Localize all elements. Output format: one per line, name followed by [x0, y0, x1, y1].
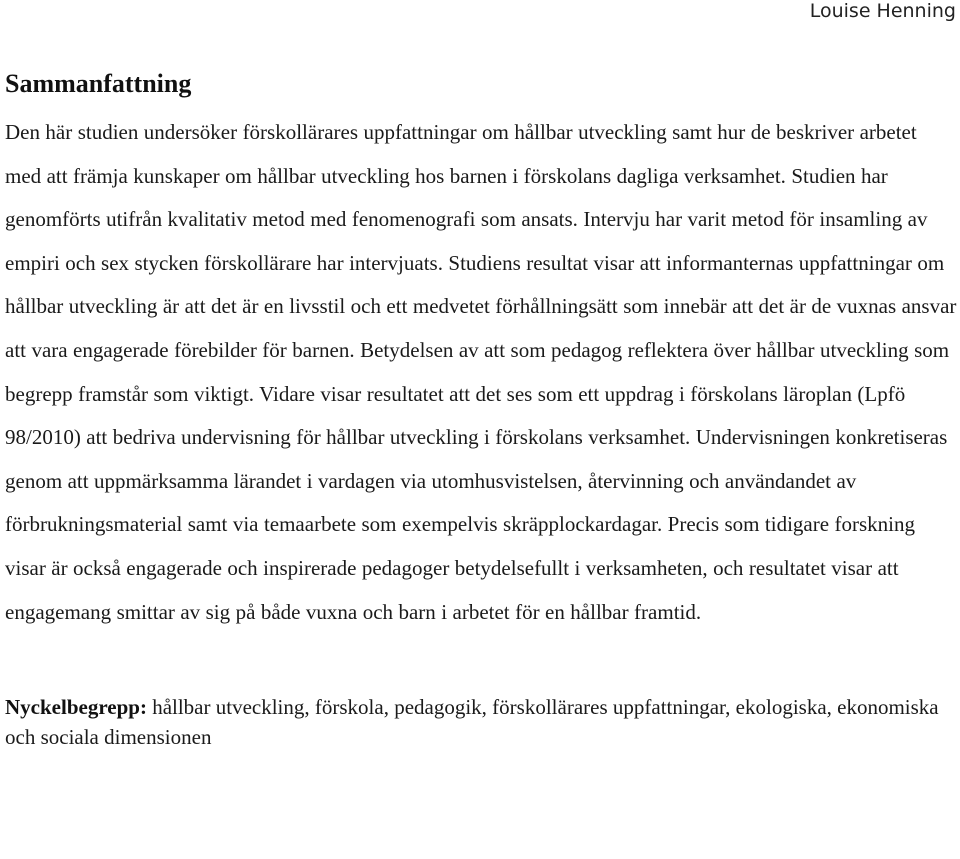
keywords-paragraph [5, 692, 957, 752]
page-header-author: Louise Henning [809, 0, 956, 22]
section-title: Sammanfattning [5, 69, 192, 98]
keywords-label: Nyckelbegrepp: [5, 695, 147, 720]
keywords-text: hållbar utveckling, förskola, pedagogik, förskollärares uppfattningar, ekologiska, ekonomiska och sociala dimensionen [5, 695, 939, 750]
document-body [5, 68, 957, 752]
abstract-paragraph: Den här studien undersöker förskollärares uppfattningar om hållbar utveckling samt hur de beskriver arbetet med att främja kunskaper om hållbar utveckling hos barnen i förskolans dagliga verksamhet. Studien har genomförts utifrån kvalitativ metod med fenomenografi som ansats. Intervju har varit metod för insamling av empiri och sex stycken förskollärare har intervjuats. Studiens resultat visar att informanternas uppfattningar om hållbar utveckling är att det är en livsstil och ett medvetet förhållningsätt som innebär att det är de vuxnas ansvar att vara engagerade förebilder för barnen. Betydelsen av att som pedagog reflektera över hållbar utveckling som begrepp framstår som viktigt. Vidare visar resultatet att det ses som ett uppdrag i förskolans läroplan (Lpfö 98/2010) att bedriva undervisning för hållbar utveckling i förskolans verksamhet. Undervisningen konkretiseras genom att uppmärksamma lärandet i vardagen via utomhusvistelsen, återvinning och användandet av förbrukningsmaterial samt via temaarbete som exempelvis skräpplockardagar. Precis som tidigare forskning visar är också engagerade och inspirerade pedagoger betydelsefullt i verksamheten, och resultatet visar att engagemang smittar av sig på både vuxna och barn i arbetet för en hållbar framtid. [5, 120, 957, 624]
